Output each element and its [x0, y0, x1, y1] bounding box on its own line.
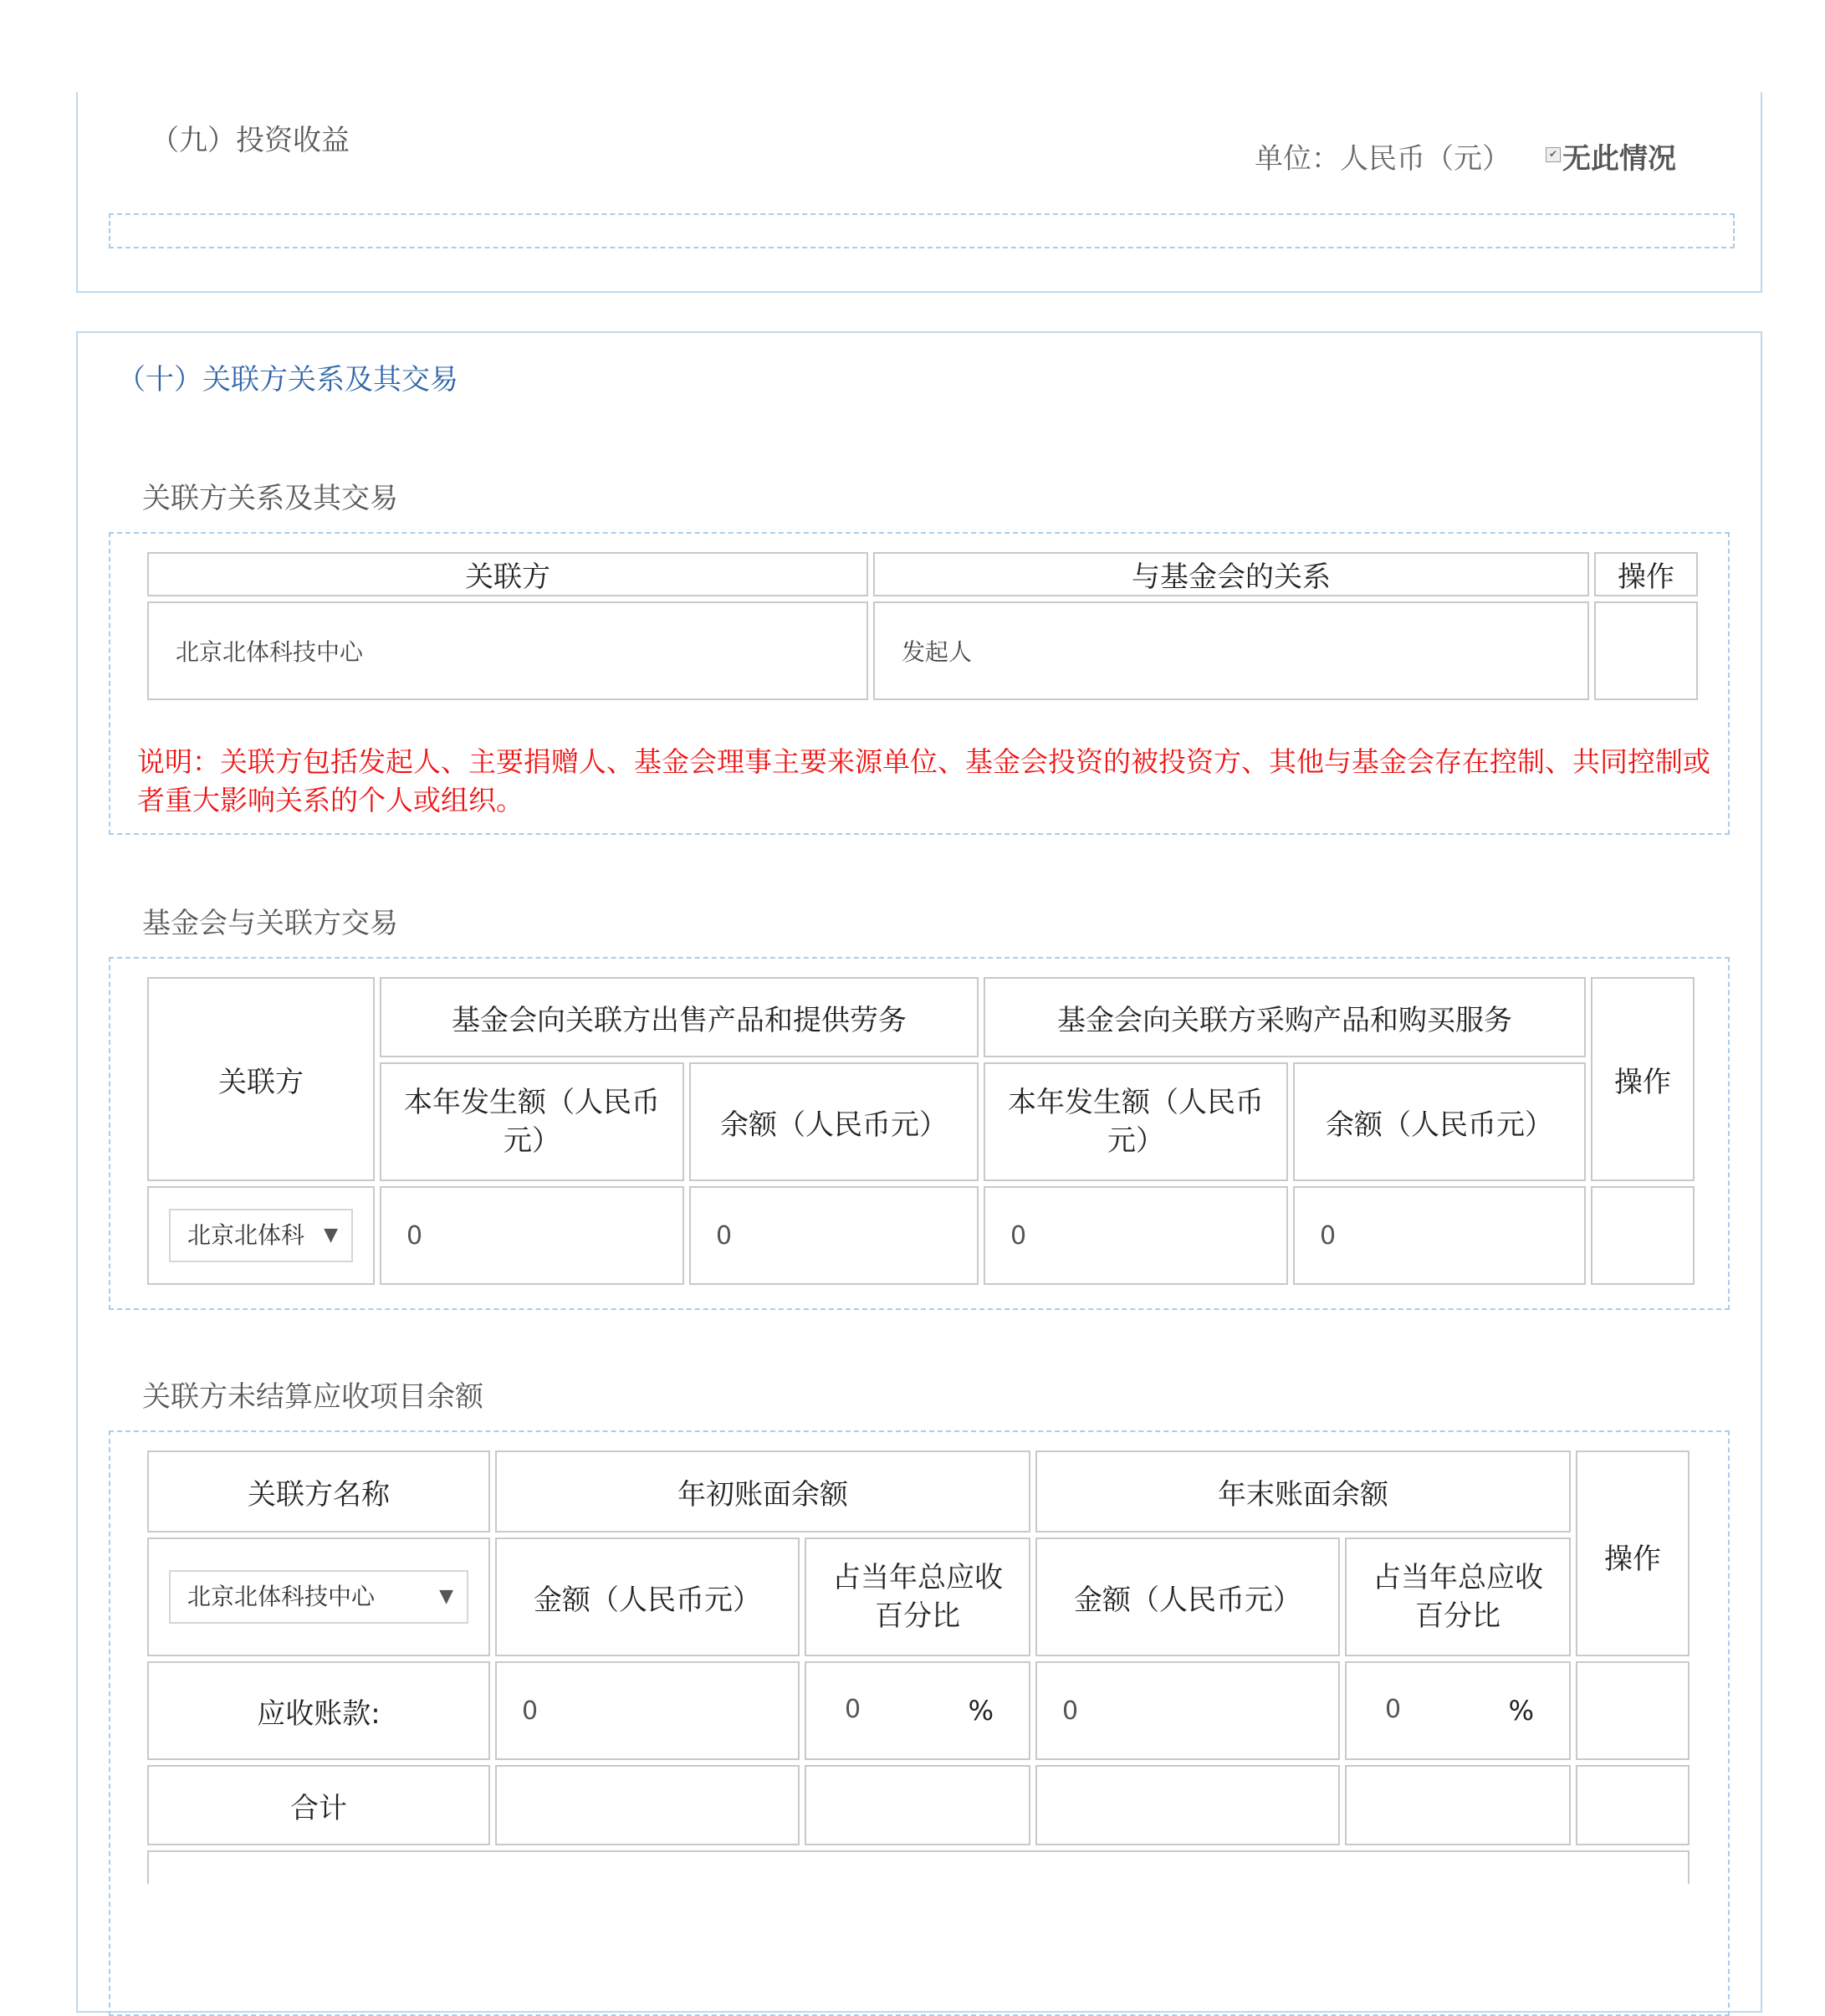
header-end-group: 年末账面余额 [1035, 1451, 1571, 1532]
table-row [147, 601, 1698, 700]
percent-sign: % [1508, 1695, 1534, 1727]
transactions-table [142, 972, 1700, 1290]
relations-note: 说明：关联方包括发起人、主要捐赠人、基金会理事主要来源单位、基金会投资的被投资方、其他与基金会存在控制、共同控制或者重大影响关系的个人或组织。 [137, 745, 1710, 816]
header-party: 关联方 [147, 977, 375, 1181]
percent-sign: % [968, 1695, 994, 1727]
header-operation: 操作 [1591, 977, 1695, 1181]
header-sell-amount: 本年发生额（人民币元） [380, 1062, 684, 1181]
operation-cell[interactable] [1591, 1186, 1695, 1285]
operation-cell[interactable] [1576, 1661, 1690, 1760]
relations-table [142, 547, 1703, 705]
header-buy-balance: 余额（人民币元） [1293, 1062, 1586, 1181]
table-row [147, 1661, 1690, 1760]
section9-title: （九）投资收益 [151, 124, 350, 157]
section9-content-area [109, 213, 1735, 248]
relation-cell[interactable]: 发起人 [873, 601, 1589, 700]
section10-title: （十）关联方关系及其交易 [117, 363, 458, 397]
relations-title: 关联方关系及其交易 [142, 482, 398, 515]
sell-balance-input[interactable]: 0 [689, 1186, 979, 1285]
no-situation-checkbox[interactable]: ✔ [1546, 147, 1561, 162]
total-begin-amount [495, 1765, 800, 1845]
table-row [147, 1765, 1690, 1845]
buy-amount-input[interactable]: 0 [984, 1186, 1288, 1285]
unit-label: 单位：人民币（元） [1255, 142, 1511, 176]
end-pct-cell[interactable] [1345, 1661, 1571, 1760]
chevron-down-icon: ▼ [324, 1225, 338, 1246]
next-row-partial [147, 1850, 1690, 1884]
no-situation-label[interactable]: 无此情况 [1562, 142, 1676, 176]
party-cell[interactable]: 北京北体科技中心 [147, 601, 868, 700]
header-sell-group: 基金会向关联方出售产品和提供劳务 [380, 977, 979, 1057]
operation-cell[interactable] [1594, 601, 1698, 700]
total-end-pct [1345, 1765, 1571, 1845]
header-name: 关联方名称 [147, 1451, 490, 1532]
header-operation: 操作 [1594, 552, 1698, 596]
header-begin-amount: 金额（人民币元） [495, 1538, 800, 1656]
chevron-down-icon: ▼ [439, 1586, 453, 1607]
header-party: 关联方 [147, 552, 868, 596]
row-label: 应收账款: [147, 1661, 490, 1760]
buy-balance-input[interactable]: 0 [1293, 1186, 1586, 1285]
header-end-pct: 占当年总应收百分比 [1345, 1538, 1571, 1656]
header-end-amount: 金额（人民币元） [1035, 1538, 1340, 1656]
party-select-value: 北京北体科 [187, 1221, 305, 1249]
begin-amount-input[interactable]: 0 [495, 1661, 800, 1760]
transactions-title: 基金会与关联方交易 [142, 907, 398, 940]
header-begin-group: 年初账面余额 [495, 1451, 1030, 1532]
total-end-amount [1035, 1765, 1340, 1845]
party-select-cell [147, 1186, 375, 1285]
header-sell-balance: 余额（人民币元） [689, 1062, 979, 1181]
end-pct-value: 0 [1385, 1695, 1402, 1724]
total-label: 合计 [147, 1765, 490, 1845]
header-begin-pct: 占当年总应收百分比 [805, 1538, 1030, 1656]
total-begin-pct [805, 1765, 1030, 1845]
party-select[interactable] [169, 1209, 353, 1262]
sell-amount-input[interactable]: 0 [380, 1186, 684, 1285]
end-amount-input[interactable]: 0 [1035, 1661, 1340, 1760]
party-select-value: 北京北体科技中心 [187, 1583, 376, 1610]
header-buy-amount: 本年发生额（人民币元） [984, 1062, 1288, 1181]
header-operation: 操作 [1576, 1451, 1690, 1656]
receivables-table [142, 1445, 1695, 1889]
begin-pct-value: 0 [845, 1695, 861, 1724]
total-operation [1576, 1765, 1690, 1845]
party-select-cell [147, 1538, 490, 1656]
receivables-title: 关联方未结算应收项目余额 [142, 1380, 483, 1414]
party-select[interactable] [169, 1570, 468, 1624]
header-buy-group: 基金会向关联方采购产品和购买服务 [984, 977, 1586, 1057]
table-row [147, 1186, 1695, 1285]
header-relation: 与基金会的关系 [873, 552, 1589, 596]
begin-pct-cell[interactable] [805, 1661, 1030, 1760]
